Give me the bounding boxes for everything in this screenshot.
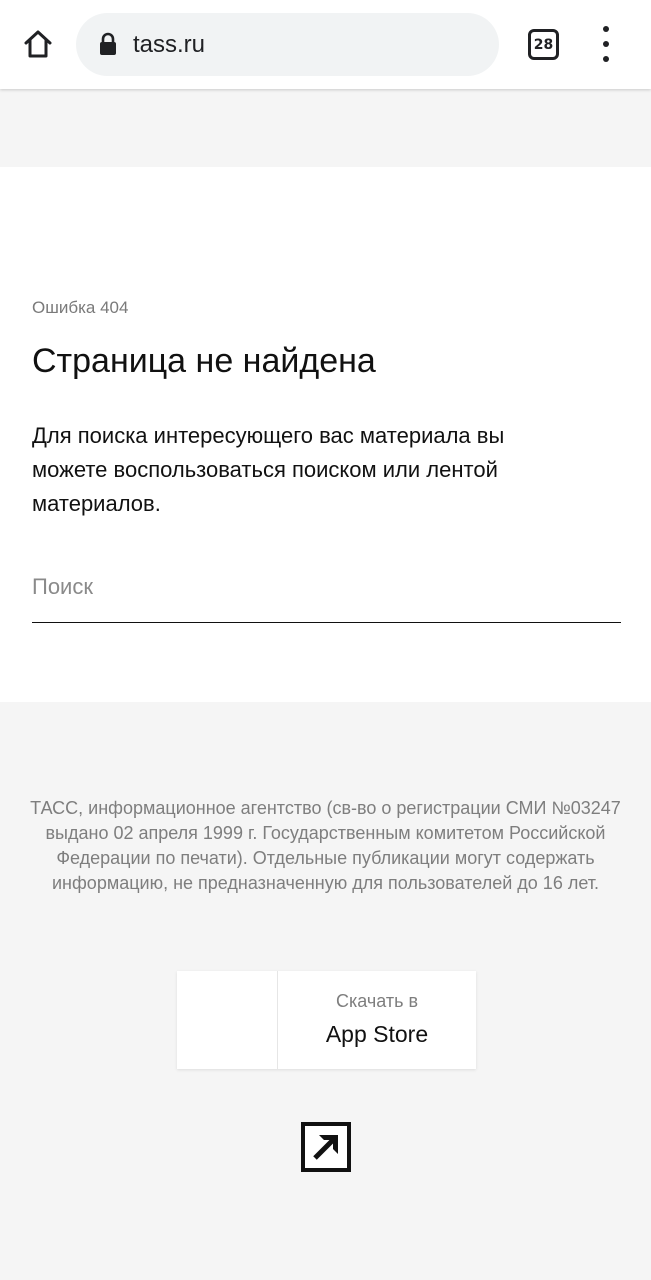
- browser-toolbar: [0, 0, 651, 89]
- tab-switcher-button[interactable]: [528, 29, 559, 60]
- appstore-button[interactable]: [177, 971, 476, 1069]
- address-bar[interactable]: [76, 13, 499, 76]
- more-vert-icon[interactable]: [594, 26, 618, 62]
- url-text: tass.ru: [133, 31, 206, 58]
- home-button[interactable]: [18, 24, 58, 64]
- error-description: Для поиска интересующего вас материала вы можете воспользоваться поиском или лентой материалов.: [32, 423, 505, 516]
- search-input[interactable]: [32, 567, 621, 607]
- apple-logo-area: [177, 971, 278, 1069]
- lock-icon: [98, 32, 118, 56]
- appstore-subtitle: Скачать в: [335, 991, 419, 1011]
- search-field: [32, 567, 621, 623]
- error-content: [0, 167, 651, 702]
- header-spacer: [0, 89, 651, 167]
- error-code-label: Ошибка 404: [32, 298, 129, 317]
- legal-notice: ТАСС, информационное агентство (св-во о регистрации СМИ №03247 выдано 02 апреля 1999 г. Государственным комитетом Российской Федерации по печати). Отдельные публикации могут содержать информацию, не предназначенную для пользователей до 16 лет.: [30, 798, 621, 893]
- page-title: Страница не найдена: [32, 342, 376, 380]
- appstore-label: App Store: [325, 1021, 429, 1047]
- tab-count: 28: [533, 36, 554, 53]
- tass-arrow-logo-icon[interactable]: [301, 1122, 351, 1172]
- home-icon: [22, 28, 54, 60]
